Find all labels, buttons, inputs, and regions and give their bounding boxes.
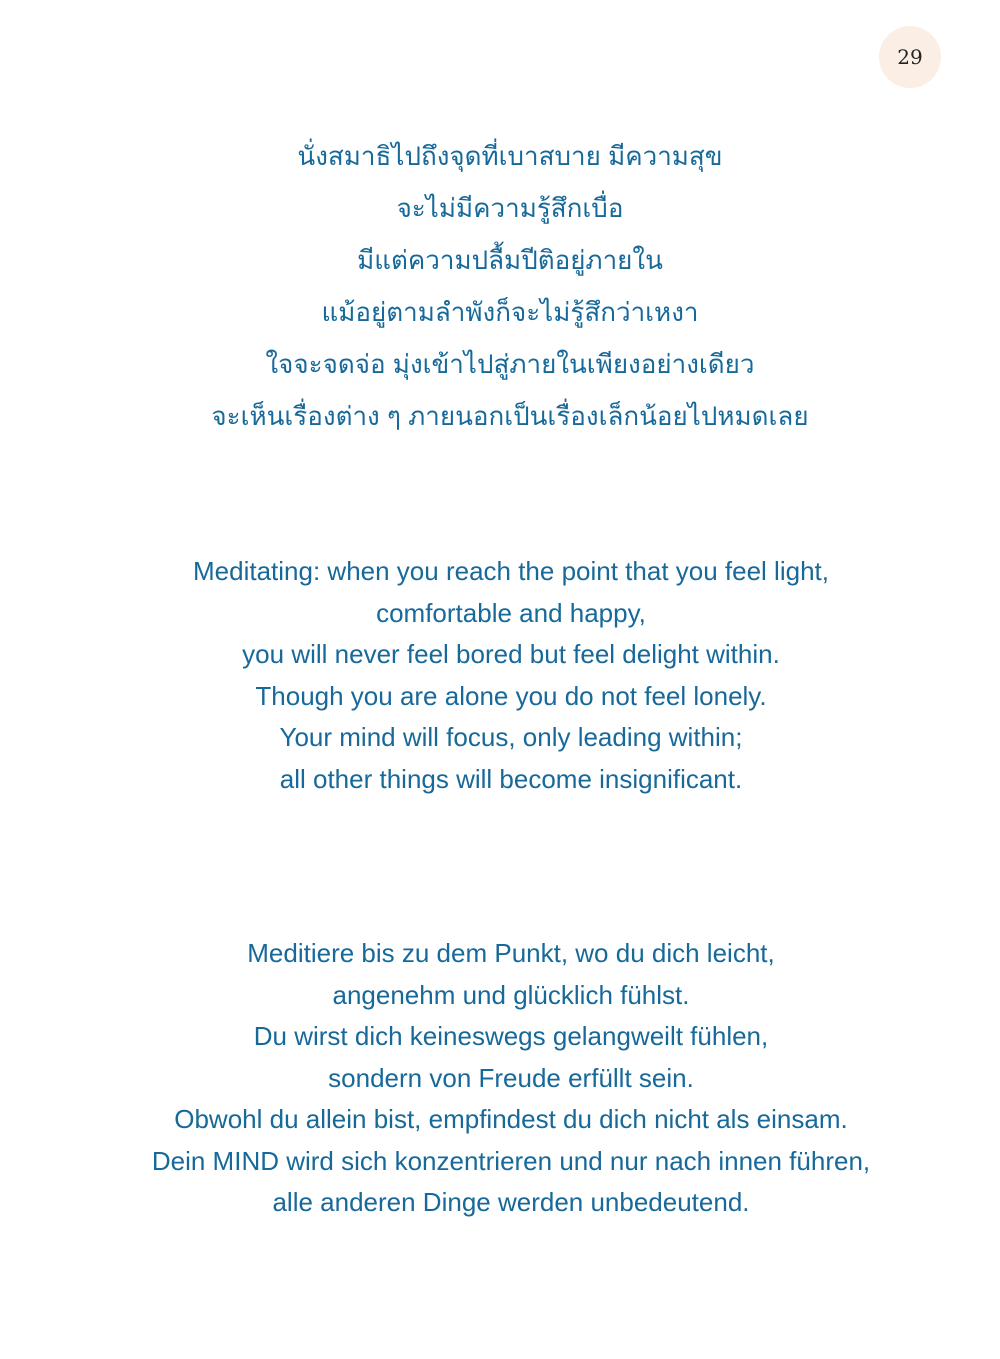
german-line: Meditiere bis zu dem Punkt, wo du dich leicht, <box>247 938 775 968</box>
thai-text <box>0 130 1000 442</box>
thai-line: จะไม่มีความรู้สึกเบื่อ <box>396 193 624 223</box>
thai-line: แม้อยู่ตามลำพังก็จะไม่รู้สึกว่าเหงา <box>321 297 699 327</box>
thai-line: มีแต่ความปลื้มปีติอยู่ภายใน <box>357 245 663 275</box>
thai-line: นั่งสมาธิไปถึงจุดที่เบาสบาย มีความสุข <box>297 141 723 171</box>
english-line: you will never feel bored but feel delight within. <box>242 639 780 669</box>
german-line: Du wirst dich keineswegs gelangweilt fühlen, <box>253 1021 769 1051</box>
english-text <box>0 551 1000 800</box>
german-line: angenehm und glücklich fühlst. <box>332 979 690 1010</box>
english-line: all other things will become insignificant. <box>279 763 743 794</box>
german-line: Obwohl du allein bist, empfindest du dich nicht als einsam. <box>174 1104 848 1134</box>
thai-line: จะเห็นเรื่องต่าง ๆ ภายนอกเป็นเรื่องเล็กน้อยไปหมดเลย <box>211 401 809 431</box>
english-line: comfortable and happy, <box>376 597 646 628</box>
english-line: Though you are alone you do not feel lonely. <box>255 680 767 711</box>
german-line: sondern von Freude erfüllt sein. <box>328 1062 694 1093</box>
german-line: Dein MIND wird sich konzentrieren und nur nach innen führen, <box>151 1145 871 1176</box>
thai-line: ใจจะจดจ่อ มุ่งเข้าไปสู่ภายในเพียงอย่างเดียว <box>265 349 755 379</box>
german-text <box>0 933 1000 1224</box>
page-number: 29 <box>879 26 941 88</box>
english-line: Your mind will focus, only leading within; <box>279 722 743 752</box>
english-line: Meditating: when you reach the point that you feel light, <box>193 556 829 586</box>
german-line: alle anderen Dinge werden unbedeutend. <box>272 1187 750 1217</box>
